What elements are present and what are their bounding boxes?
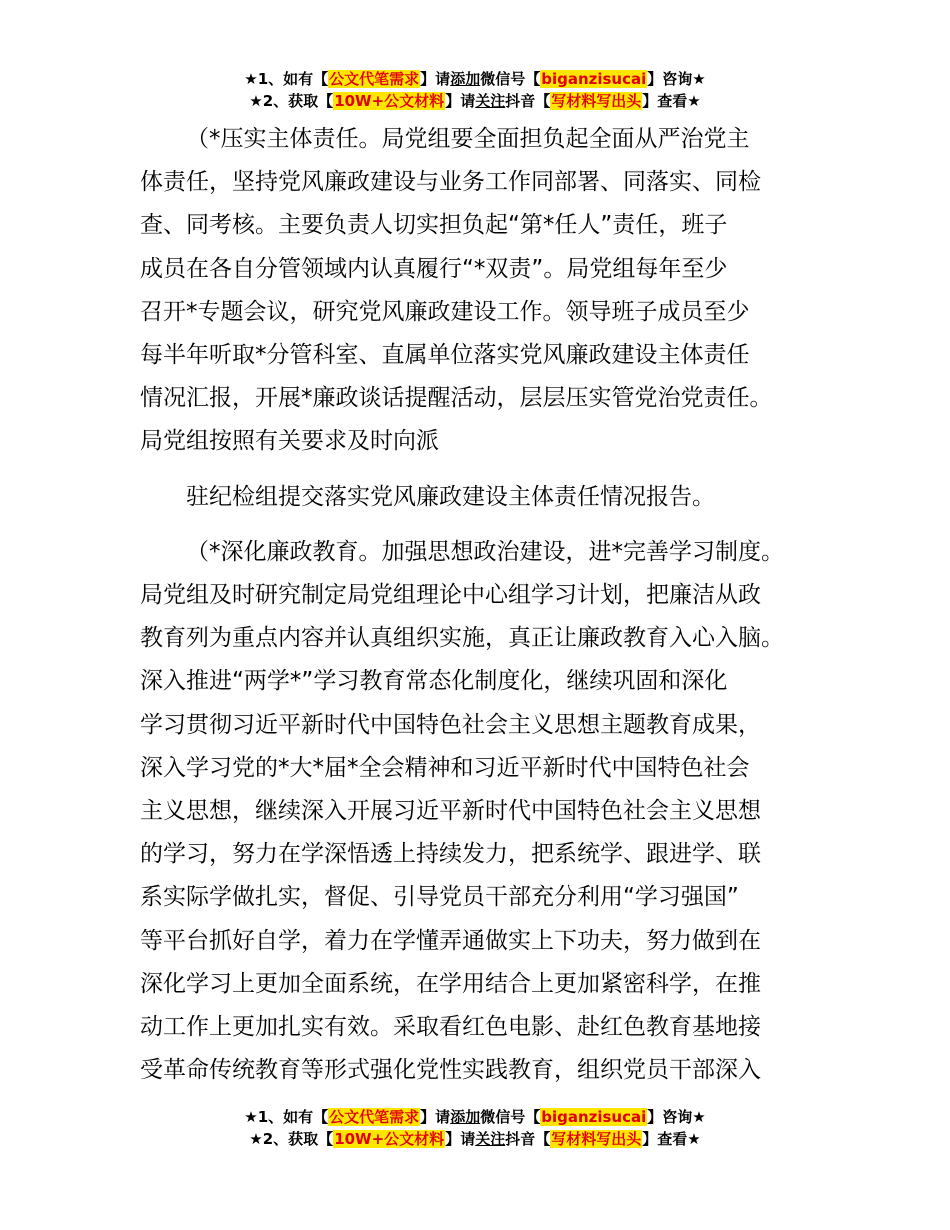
text-line: 深入学习党的*大*届*全会精神和习近平新时代中国特色社会	[140, 754, 750, 781]
banner-highlight: 写材料写出头	[551, 1130, 642, 1148]
banner-highlight: 公文代笔需求	[329, 70, 420, 88]
document-body	[140, 118, 830, 1092]
banner-highlight: 公文代笔需求	[329, 1108, 420, 1126]
paragraph-2	[140, 476, 830, 519]
banner-underlined: 关注	[475, 1130, 506, 1148]
banner-text: 微信号【	[480, 70, 541, 88]
text-line: 受革命传统教育等形式强化党性实践教育，组织党员干部深入	[140, 1057, 761, 1084]
text-line: 学习贯彻习近平新时代中国特色社会主义思想主题教育成果，	[140, 711, 761, 738]
text-line: 教育列为重点内容并认真组织实施，真正让廉政教育入心入脑。	[140, 625, 784, 652]
text-line: （*深化廉政教育。加强思想政治建设，进*完善学习制度。	[186, 538, 784, 565]
banner-line-1	[0, 1106, 950, 1128]
banner-text: 】查看★	[642, 1130, 701, 1148]
banner-text: 】查看★	[642, 92, 701, 110]
banner-text: 】请	[445, 92, 476, 110]
banner-text: 抖音【	[505, 92, 551, 110]
banner-text: ★1、如有【	[244, 1108, 329, 1126]
banner-text: 微信号【	[480, 1108, 541, 1126]
text-line: （*压实主体责任。局党组要全面担负起全面从严治党主	[186, 126, 750, 152]
banner-underlined: 关注	[475, 92, 506, 110]
banner-highlight: 写材料写出头	[551, 92, 642, 110]
text-line: 每半年听取*分管科室、直属单位落实党风廉政建设主体责任	[140, 342, 750, 369]
text-line: 驻纪检组提交落实党风廉政建设主体责任情况报告。	[186, 483, 715, 510]
banner-text: ★1、如有【	[244, 70, 329, 88]
banner-underlined: 添加	[450, 70, 481, 88]
text-line: 主义思想，继续深入开展习近平新时代中国特色社会主义思想	[140, 798, 761, 825]
footer-banner	[0, 1106, 950, 1150]
text-line: 情况汇报，开展*廉政谈话提醒活动，层层压实管党治党责任。	[140, 385, 773, 412]
text-line: 查、同考核。主要负责人切实担负起“第*任人”责任，班子	[140, 212, 728, 239]
header-banner	[0, 68, 950, 112]
banner-highlight: biganzisucai	[541, 1108, 647, 1126]
banner-text: 】咨询★	[647, 70, 706, 88]
text-line: 动工作上更加扎实有效。采取看红色电影、赴红色教育基地接	[140, 1014, 761, 1041]
banner-text: 】请	[445, 1130, 476, 1148]
banner-text: 抖音【	[505, 1130, 551, 1148]
text-line: 召开*专题会议，研究党风廉政建设工作。领导班子成员至少	[140, 298, 750, 325]
banner-line-2	[0, 90, 950, 112]
text-line: 深化学习上更加全面系统，在学用结合上更加紧密科学，在推	[140, 970, 761, 997]
text-line: 成员在各自分管领域内认真履行“*双责”。局党组每年至少	[140, 255, 728, 282]
banner-line-1	[0, 68, 950, 90]
text-line: 等平台抓好自学，着力在学懂弄通做实上下功夫，努力做到在	[140, 927, 761, 954]
text-line: 局党组及时研究制定局党组理论中心组学习计划，把廉洁从政	[140, 582, 761, 609]
text-line: 深入推进“两学*”学习教育常态化制度化，继续巩固和深化	[140, 668, 728, 695]
text-line: 体责任，坚持党风廉政建设与业务工作同部署、同落实、同检	[140, 169, 761, 196]
paragraph-1	[140, 118, 830, 464]
banner-text: 】请	[420, 1108, 451, 1126]
banner-highlight: 10W+公文材料	[334, 92, 445, 110]
banner-highlight: biganzisucai	[541, 70, 647, 88]
text-line: 系实际学做扎实，督促、引导党员干部充分利用“学习强国”	[140, 884, 739, 911]
banner-text: ★2、获取【	[249, 1130, 334, 1148]
banner-highlight: 10W+公文材料	[334, 1130, 445, 1148]
banner-text: 】咨询★	[647, 1108, 706, 1126]
banner-line-2	[0, 1128, 950, 1150]
banner-text: 】请	[420, 70, 451, 88]
text-line: 局党组按照有关要求及时向派	[140, 428, 439, 455]
banner-underlined: 添加	[450, 1108, 481, 1126]
paragraph-3	[140, 531, 830, 1093]
text-line: 的学习，努力在学深悟透上持续发力，把系统学、跟进学、联	[140, 841, 761, 868]
banner-text: ★2、获取【	[249, 92, 334, 110]
